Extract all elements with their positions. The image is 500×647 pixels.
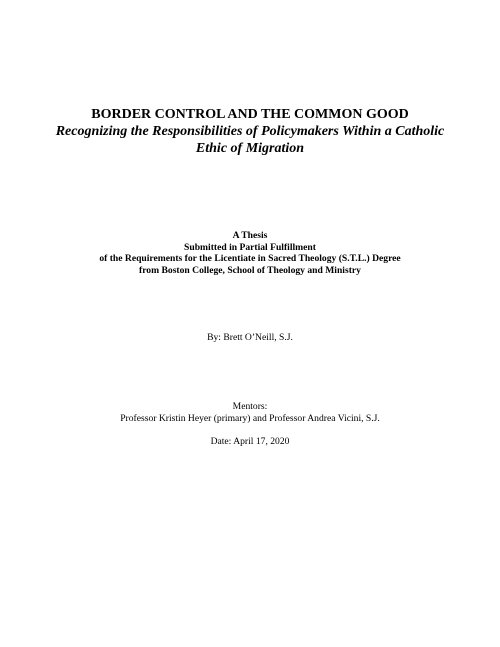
subtitle-line-1: Recognizing the Responsibilities of Policymakers Within a Catholic	[55, 124, 445, 139]
mentors-label: Mentors:	[232, 401, 268, 412]
mentors-names: Professor Kristin Heyer (primary) and Professor Andrea Vicini, S.J.	[120, 412, 380, 424]
thesis-line-2: Submitted in Partial Fulfillment	[184, 241, 316, 253]
author-block	[40, 332, 460, 344]
title-block	[40, 106, 460, 157]
thesis-line-1: A Thesis	[232, 230, 268, 241]
thesis-line-3: of the Requirements for the Licentiate in Sacred Theology (S.T.L.) Degree	[99, 253, 401, 264]
date-line: Date: April 17, 2020	[210, 436, 290, 447]
author-line: By: Brett O’Neill, S.J.	[207, 332, 293, 343]
thesis-statement	[40, 230, 460, 276]
mentors-block	[40, 401, 460, 424]
subtitle-line-2: Ethic of Migration	[195, 141, 305, 156]
date-block	[40, 436, 460, 448]
main-title: BORDER CONTROL AND THE COMMON GOOD	[91, 107, 409, 122]
thesis-line-4: from Boston College, School of Theology and Ministry	[139, 264, 361, 276]
